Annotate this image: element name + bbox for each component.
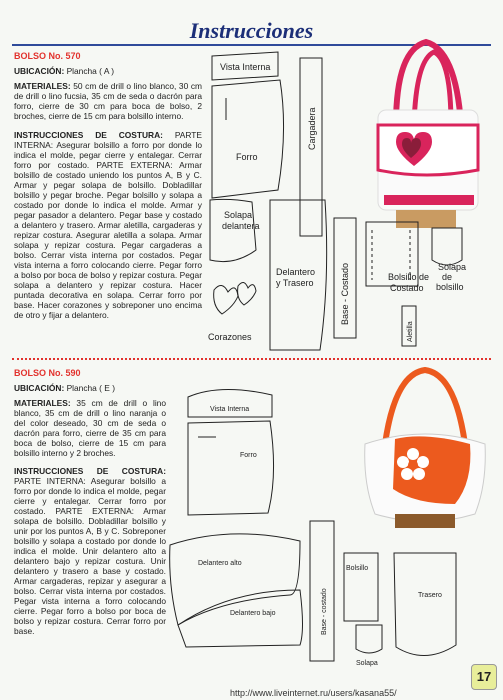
label-solapa-2: delantera bbox=[222, 221, 260, 231]
pattern-bolsillo-2 bbox=[344, 553, 378, 621]
label-solapa-bolsillo-1: Solapa bbox=[438, 262, 467, 272]
ubicacion-value: Plancha ( A ) bbox=[66, 66, 115, 76]
ubicacion-label: UBICACIÓN: bbox=[14, 383, 65, 393]
label-delantero-bajo: Delantero bajo bbox=[230, 610, 276, 617]
instrucciones-label: INSTRUCCIONES DE COSTURA: bbox=[14, 130, 163, 140]
page-title: Instrucciones bbox=[189, 18, 314, 43]
instrucciones-label: INSTRUCCIONES DE COSTURA: bbox=[14, 466, 166, 476]
pattern-delantero-bajo bbox=[178, 590, 303, 647]
label-delantero-1: Delantero bbox=[276, 267, 316, 277]
bolso-1-ubicacion bbox=[14, 66, 204, 76]
label-base-costado: Base - Costado bbox=[340, 262, 350, 325]
label-aletilla: Aletilla bbox=[407, 321, 414, 342]
instrucciones-text: PARTE INTERNA: Asegurar bolsillo a forro por donde lo indica el molde, pegar cierre y entalegar. Cerrar forro por costado. PARTE EXTERNA: Armar bolsillo de costado uniendo los puntos A, B y C. Armar y pegar solapa de bolsillo. Dobladillar bolsillo y pegar broche. Pegar bolsillo y solapa a costado por donde lo indica el molde. Armar y pegar pasador a delantero. Pegar base y costado a delantero y trasero. Armar aletilla, cargaderas y repizar costura. Asegurar aletilla a solapa. Armar solapa y repizar costura. Pegar cargaderas a bolso. Cerrar vista interna por costados. Pegar vista interna a forro colocando cierre. Pegar forro a bolso por boca de bolso y repizar costura. Pegar solapa a delantero y repizar costura. Hacer puntada decorativa en solapa. Cerrar forro por base. Hacer corazones y sobreponer uno encima de otro y fijar a delantero. bbox=[14, 130, 202, 320]
label-corazones: Corazones bbox=[208, 332, 252, 342]
label-delantero-alto: Delantero alto bbox=[198, 560, 242, 567]
bolso-2-ubicacion bbox=[14, 383, 164, 393]
bolso-1-instrucciones bbox=[14, 130, 202, 320]
label-trasero-2: Trasero bbox=[418, 592, 442, 599]
pattern-forro bbox=[212, 80, 284, 198]
page-number: 17 bbox=[471, 664, 497, 690]
label-bolsillo-1: Bolsillo de bbox=[388, 272, 430, 282]
label-forro-2: Forro bbox=[240, 452, 257, 459]
instrucciones-text: PARTE INTERNA: Asegurar bolsillo a forro por donde lo indica el molde, pegar cierre y entalegar. Cerrar forro por costado. PARTE EXTERNA: Armar solapa de bolsillo. Dobladillar bolsillo y unir por los puntos A, B y C. Sobreponer bolsillo y solapa a costado por donde lo indica el molde. Unir delantero alto a delantero bajo y repizar costura. Unir delantero y trasero a base y costado. Armar cargaderas, repizar y asegurar a bolso. Cerrar vista interna por costados. Pegar vista interna a forro colocando cierre. Pegar forro a bolso por boca de bolso y repizar costura. Cerrar forro por base. bbox=[14, 476, 166, 636]
label-forro: Forro bbox=[236, 152, 258, 162]
label-bolsillo-2: Costado bbox=[390, 283, 424, 293]
label-base-costado-2: Base - costado bbox=[321, 588, 328, 635]
patterns-1 bbox=[200, 50, 500, 360]
pattern-heart-2 bbox=[238, 282, 256, 305]
ubicacion-label: UBICACIÓN: bbox=[14, 66, 65, 76]
patterns-2 bbox=[160, 385, 460, 670]
label-solapa-2: Solapa bbox=[356, 660, 378, 667]
materiales-label: MATERIALES: bbox=[14, 398, 71, 408]
pattern-trasero-2 bbox=[394, 553, 456, 656]
label-delantero-2: y Trasero bbox=[276, 278, 314, 288]
label-solapa-1: Solapa bbox=[224, 210, 253, 220]
pattern-solapa-bolsillo bbox=[432, 228, 462, 265]
bolso-2-instrucciones bbox=[14, 466, 166, 636]
label-vista-interna: Vista Interna bbox=[220, 62, 271, 72]
materiales-text: 50 cm de drill o lino blanco, 30 cm de drill o lino fucsia, 35 cm de seda o dacrón para forro, cierre de 30 cm para boca de bolso, 2 broches, cierre de 15 cm para bolsillo interno. bbox=[14, 81, 203, 121]
materiales-label: MATERIALES: bbox=[14, 81, 71, 91]
bolso-1-number: BOLSO No. 570 bbox=[14, 51, 81, 61]
section-divider bbox=[12, 358, 491, 360]
materiales-text: 35 cm de drill o lino blanco, 35 cm de drill o lino naranja o del color deseado, 30 cm de seda o dacrón para forro, cierre de 35 cm para boca de bolso, cierre de 15 cm para bolsillo interno y 2 broches. bbox=[14, 398, 166, 458]
pattern-solapa-2 bbox=[356, 625, 382, 653]
pattern-heart-1 bbox=[214, 285, 238, 314]
pattern-forro-2 bbox=[188, 421, 274, 515]
label-solapa-bolsillo-3: bolsillo bbox=[436, 282, 464, 292]
bolso-2-number: BOLSO No. 590 bbox=[14, 368, 81, 378]
label-cargadera: Cargadera bbox=[307, 107, 317, 150]
bolso-1-materiales bbox=[14, 81, 202, 121]
label-solapa-bolsillo-2: de bbox=[442, 272, 453, 282]
label-bolsillo-2: Bolsillo bbox=[346, 565, 369, 572]
footer-url: http://www.liveinternet.ru/users/kasana55/ bbox=[230, 688, 397, 698]
label-vista-interna-2: Vista Interna bbox=[210, 406, 250, 413]
ubicacion-value: Plancha ( E ) bbox=[66, 383, 115, 393]
bolso-2-materiales bbox=[14, 398, 166, 458]
